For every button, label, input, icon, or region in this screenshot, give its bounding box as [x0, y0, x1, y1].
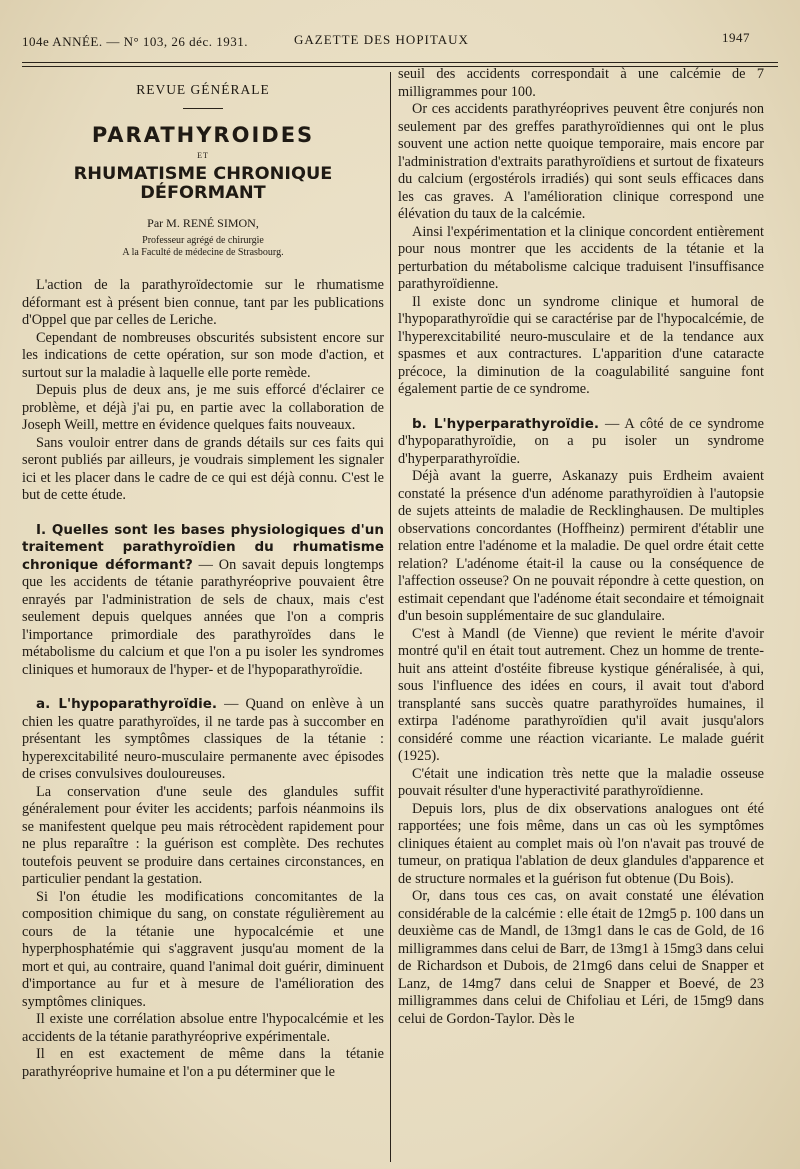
paragraph: Depuis plus de deux ans, je me suis efforcé d'éclairer ce problème, et déjà j'ai pu, en partie avec la collaboration de Joseph Weill, mettre en évidence quelques faits nouveaux. [22, 382, 384, 433]
paragraph: Depuis lors, plus de dix observations analogues ont été rapportées; une fois même, dans un cas où les symptômes cliniques étaient au complet mais où l'on n'avait pas trouvé de tumeur, on pratiqua l'ablation de deux glandules d'apparence et de structure normales et la guérison fut obtenue (Du Bois). [398, 800, 764, 887]
paragraph: L'action de la parathyroïdectomie sur le rhumatisme déformant est à présent bien connue, tant par les publications d'Oppel que par celles de Leriche. [22, 277, 384, 328]
affiliation-title: Professeur agrégé de chirurgie [142, 235, 264, 246]
journal-name: GAZETTE DES HOPITAUX [294, 32, 469, 47]
affiliation-faculty: A la Faculté de médecine de Strasbourg. [122, 247, 284, 258]
paragraph: Si l'on étudie les modifications concomitantes de la composition chimique du sang, on constate régulièrement au cours de la tétanie une hypocalcémie et une hyperphosphatémie qui s'aggravent jusqu'au moment de la mort et qui, au contraire, quand l'animal doit guérir, diminuent d'importance au fur et à mesure de l'amélioration des symptômes cliniques. [22, 888, 384, 1010]
page-header [22, 30, 778, 54]
left-body [22, 277, 384, 1081]
subsection-b-text: — A côté de ce syndrome d'hypoparathyroïdie, on a pu isoler un syndrome d'hyperparathyroïdie. [398, 415, 764, 467]
author-line: Par M. RENÉ SIMON, [147, 216, 259, 230]
section-1-paragraph [22, 522, 384, 680]
paragraph: Ainsi l'expérimentation et la clinique concordent entièrement pour nous montrer que les accidents de la tétanie et la perturbation du métabolisme calcique traduisent l'insuffisance parathyroïdienne. [398, 223, 764, 292]
paragraph: Il existe donc un syndrome clinique et humoral de l'hypoparathyroïdie qui se caractérise par de l'hypocalcémie, de l'hyperexcitabilité neuro-musculaire et de la tendance aux spasmes et aux contractures. L'apparition d'une cataracte précoce, la diminution de la coagulabilité sanguine font également partie de ce syndrome. [398, 293, 764, 397]
author-affiliation [22, 235, 384, 259]
section-1-text: — On savait depuis longtemps que les accidents de tétanie parathyréoprive pouvaient être enrayés par l'administration de sels de chaux, mais c'est seulement depuis quelques années que l'on a compris l'importance primordiale des parathyroïdes dans le métabolisme du calcium et que l'on a pu isoler les syndromes cliniques et humoraux de l'hyper- et de l'hypoparathyroïdie. [22, 556, 384, 678]
header-rule-thick [22, 62, 778, 63]
paragraph: Il existe une corrélation absolue entre l'hypocalcémie et les accidents de la tétanie parathyréoprive expérimentale. [22, 1011, 384, 1045]
left-column [22, 74, 384, 1164]
right-body [398, 66, 764, 1028]
paragraph: Il en est exactement de même dans la tétanie parathyréoprive humaine et l'on a pu déterminer que le [22, 1046, 384, 1080]
paragraph: Cependant de nombreuses obscurités subsistent encore sur les indications de cette opération, sur son mode d'action, et surtout sur la maladie à laquelle elle porte remède. [22, 329, 384, 381]
issue-info: 104e ANNÉE. — N° 103, 26 déc. 1931. [22, 34, 248, 49]
article-title-conjunction: ET [197, 151, 209, 160]
paragraph: Or, dans tous ces cas, on avait constaté une élévation considérable de la calcémie : elle était de 12mg5 p. 100 dans un deuxième cas de Mandl, de 13mg1 dans le cas de Gold, de 16 milligrammes dans celui de Barr, de 13mg1 à 15mg3 dans celui de Richardson et Dubois, de 21mg6 dans celui de Snapper et Lanz, de 14mg7 dans celui de Snapper et Boevé, de 23 milligrammes dans celui de Chifoliau et Léri, de 15mg9 dans celui de Gordon-Taylor. Dès le [398, 888, 764, 1027]
paragraph: Sans vouloir entrer dans de grands détails sur ces faits qui seront publiés par ailleurs, je voudrais simplement les signaler ici et les placer dans le cadre de ce qui est déjà connu. C'est le but de cette étude. [22, 434, 384, 503]
right-column [398, 66, 764, 1166]
subsection-b-heading: b. L'hyperparathyroïdie. [412, 415, 600, 432]
paragraph: C'était une indication très nette que la maladie osseuse pouvait résulter d'une hyperactivité parathyroïdienne. [398, 765, 764, 799]
paragraph: La conservation d'une seule des glandules suffit généralement pour éviter les accidents; parfois néanmoins ils se manifestent quelque peu mais rétrocèdent rapidement pour ne plus reparaître : la guérison est complète. Des rechutes toutefois peuvent se produire dans certaines circonstances, en particulier pendant la gestation. [22, 783, 384, 887]
article-title-secondary: RHUMATISME CHRONIQUE DÉFORMANT [73, 164, 333, 202]
paragraph: Or ces accidents parathyréoprives peuvent être conjurés non seulement par des greffes parathyroïdiennes qui ont le plus souvent une action nette quoique temporaire, mais encore par l'administration d'extraits parathyroïdiens et surtout de fixateurs du calcium (ergostérols irradiés) qui sont seuls efficaces dans les cas graves. A l'amélioration clinique correspond une élévation du taux de la calcémie. [398, 101, 764, 222]
title-separator [183, 108, 223, 109]
column-divider [390, 72, 391, 1162]
page-number: 1947 [722, 30, 750, 45]
article-title-main: PARATHYROIDES [91, 123, 315, 147]
paragraph: C'est à Mandl (de Vienne) que revient le mérite d'avoir montré qu'il en était tout autrement. Chez un homme de trente-huit ans atteint d'ostéite fibreuse kystique généralisée, à qui, sous l'influence des idées en cours, il avait tout d'abord transplanté sans succès quatre parathyroïdes humaines, il extirpa l'adénome parathyroïdien qu'il avait jusqu'alors considéré comme une réaction vicariante. Le malade guérit (1925). [398, 625, 764, 764]
subsection-b-paragraph [398, 416, 764, 469]
section-label: REVUE GÉNÉRALE [136, 82, 270, 97]
subsection-a-paragraph [22, 696, 384, 784]
section-1-heading: I. Quelles sont les bases physiologiques d'un traitement parathyroïdien du rhumatisme chronique déformant? [22, 521, 384, 573]
paragraph: seuil des accidents correspondait à une calcémie de 7 milligrammes pour 100. [398, 66, 764, 100]
paragraph: Déjà avant la guerre, Askanazy puis Erdheim avaient constaté la présence d'un adénome parathyroïdien à l'autopsie de sujets atteints de maladie de Recklinghausen. De multiples observations concordantes (Hoffheinz) permirent d'établir une relation entre l'adénome et la maladie. De quel ordre était cette relation? L'adénome était-il la cause ou la conséquence de l'affection osseuse? On ne pouvait répondre à cette question, on estimait cependant que l'adénome était secondaire et témoignait d'un besoin supplémentaire de suc glandulaire. [398, 468, 764, 624]
subsection-a-text: — Quand on enlève à un chien les quatre parathyroïdes, il ne tarde pas à succomber en présentant les symptômes classiques de la tétanie : hyperexcitabilité neuro-musculaire permanente avec épisodes de crises convulsives douloureuses. [22, 696, 384, 782]
subsection-a-heading: a. L'hypoparathyroïdie. [36, 696, 218, 712]
